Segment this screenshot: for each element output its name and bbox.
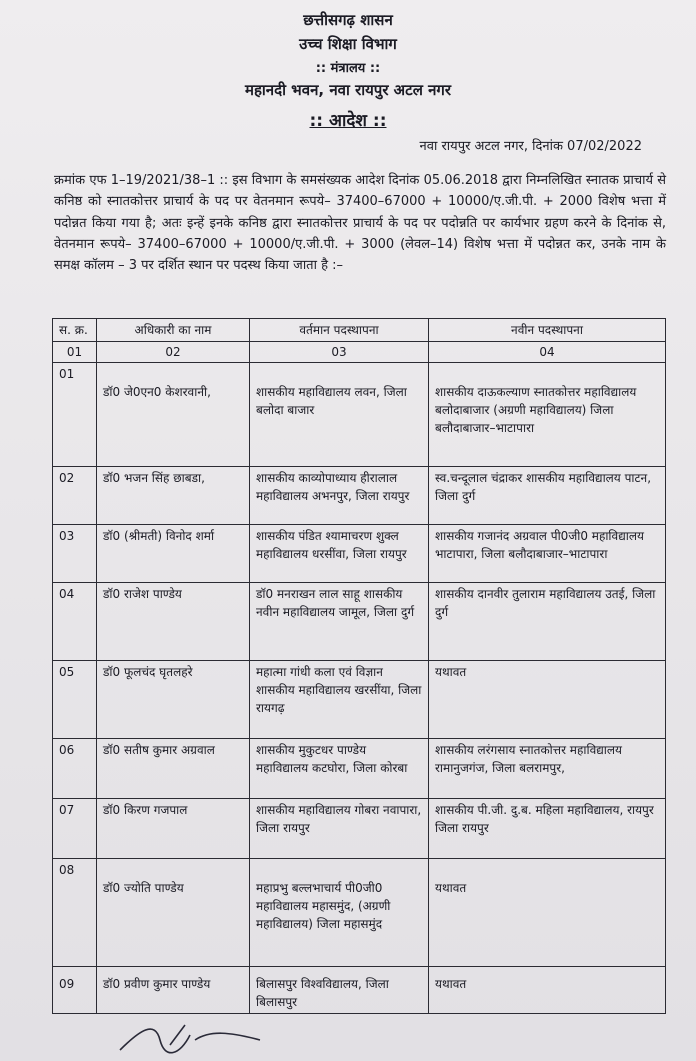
table-row: [53, 661, 666, 739]
col-header-new: नवीन पदस्थापना: [429, 319, 666, 342]
col-number: 02: [97, 342, 250, 363]
col-header-sn: स. क्र.: [53, 319, 97, 342]
row-current: बिलासपुर विश्वविद्यालय, जिला बिलासपुर: [250, 967, 429, 1014]
row-current: शासकीय महाविद्यालय गोबरा नवापारा, जिला रायपुर: [250, 799, 429, 859]
row-sn: 06: [53, 739, 97, 799]
department-title: उच्च शिक्षा विभाग: [299, 35, 397, 53]
order-text: क्रमांक एफ 1–19/2021/38–1 :: इस विभाग के समसंख्यक आदेश दिनांक 05.06.2018 द्वारा निम्नलिखित स्नातक प्राचार्य से कनिष्ठ को स्नातकोत्तर प्राचार्य के पद पर वेतनमान रूपये– 37400–67000 + 10000/ए.जी.पी. + 2000 विशेष भत्ता में पदोन्नत किया गया है; अतः इन्हें इनके कनिष्ठ द्वारा स्नातकोत्तर प्राचार्य के पद पर पदोन्नति पर कार्यभार ग्रहण करने के दिनांक से, वेतनमान रूपये– 37400–67000 + 10000/ए.जी.पी. + 3000 (लेवल–14) विशेष भत्ता में पदोन्नत कर, उनके नाम के समक्ष कॉलम – 3 पर दर्शित स्थान पर पदस्थ किया जाता है :–: [54, 173, 666, 274]
govt-title: छत्तीसगढ़ शासन: [303, 11, 393, 29]
row-current: शासकीय महाविद्यालय लवन, जिला बलोदा बाजार: [250, 363, 429, 467]
row-new: स्व.चन्दूलाल चंद्राकर शासकीय महाविद्यालय पाटन, जिला दुर्ग: [429, 467, 666, 525]
row-sn: 08: [53, 859, 97, 967]
row-name: डॉ0 सतीष कुमार अग्रवाल: [97, 739, 250, 799]
row-sn: 03: [53, 525, 97, 583]
table-row: [53, 583, 666, 661]
place-date: नवा रायपुर अटल नगर, दिनांक 07/02/2022: [419, 139, 642, 154]
col-number: 04: [429, 342, 666, 363]
row-name: डॉ0 ज्योति पाण्डेय: [97, 859, 250, 967]
row-sn: 07: [53, 799, 97, 859]
row-sn: 04: [53, 583, 97, 661]
row-sn: 09: [53, 967, 97, 1014]
table-row: [53, 525, 666, 583]
transfer-table: [52, 318, 666, 1014]
row-sn: 02: [53, 467, 97, 525]
signature-mark: [110, 1010, 270, 1060]
row-current: शासकीय पंडित श्यामाचरण शुक्ल महाविद्यालय धरसींवा, जिला रायपुर: [250, 525, 429, 583]
row-current: शासकीय मुकुटधर पाण्डेय महाविद्यालय कटघोरा, जिला कोरबा: [250, 739, 429, 799]
row-name: डॉ0 किरण गजपाल: [97, 799, 250, 859]
col-number: 01: [53, 342, 97, 363]
row-new: यथावत: [429, 967, 666, 1014]
row-current: महाप्रभु बल्लभाचार्य पी0जी0 महाविद्यालय महासमुंद, (अग्रणी महाविद्यालय) जिला महासमुंद: [250, 859, 429, 967]
row-name: डॉ0 (श्रीमती) विनोद शर्मा: [97, 525, 250, 583]
table-row: [53, 363, 666, 467]
row-new: यथावत: [429, 859, 666, 967]
column-number-row: [53, 342, 666, 363]
row-new: शासकीय गजानंद अग्रवाल पी0जी0 महाविद्यालय भाटापारा, जिला बलौदाबाजार–भाटापारा: [429, 525, 666, 583]
row-new: शासकीय दाऊकल्याण स्नातकोत्तर महाविद्यालय बलोदाबाजार (अग्रणी महाविद्यालय) जिला बलौदाबाजार–भाटापारा: [429, 363, 666, 467]
row-new: शासकीय दानवीर तुलाराम महाविद्यालय उतई, जिला दुर्ग: [429, 583, 666, 661]
table-row: [53, 467, 666, 525]
col-number: 03: [250, 342, 429, 363]
row-name: डॉ0 फूलचंद घृतलहरे: [97, 661, 250, 739]
ministry-label: :: मंत्रालय ::: [315, 61, 381, 76]
row-current: डॉ0 मनराखन लाल साहू शासकीय नवीन महाविद्यालय जामूल, जिला दुर्ग: [250, 583, 429, 661]
row-name: डॉ0 जे0एन0 केशरवानी,: [97, 363, 250, 467]
row-sn: 01: [53, 363, 97, 467]
table-row: [53, 967, 666, 1014]
col-header-current: वर्तमान पदस्थापना: [250, 319, 429, 342]
row-new: शासकीय लरंगसाय स्नातकोत्तर महाविद्यालय रामानुजगंज, जिला बलरामपुर,: [429, 739, 666, 799]
row-current: शासकीय काव्योपाध्याय हीरालाल महाविद्यालय अभनपुर, जिला रायपुर: [250, 467, 429, 525]
row-name: डॉ0 राजेश पाण्डेय: [97, 583, 250, 661]
row-new: शासकीय पी.जी. दु.ब. महिला महाविद्यालय, रायपुर जिला रायपुर: [429, 799, 666, 859]
order-paragraph: [54, 170, 666, 276]
row-sn: 05: [53, 661, 97, 739]
col-header-name: अधिकारी का नाम: [97, 319, 250, 342]
order-heading: :: आदेश ::: [309, 111, 387, 131]
table-row: [53, 859, 666, 967]
office-address: महानदी भवन, नवा रायपुर अटल नगर: [244, 81, 452, 99]
table-header-row: [53, 319, 666, 342]
row-name: डॉ0 भजन सिंह छाबडा,: [97, 467, 250, 525]
row-new: यथावत: [429, 661, 666, 739]
table-row: [53, 739, 666, 799]
table-row: [53, 799, 666, 859]
row-current: महात्मा गांधी कला एवं विज्ञान शासकीय महाविद्यालय खरसींया, जिला रायगढ़: [250, 661, 429, 739]
row-name: डॉ0 प्रवीण कुमार पाण्डेय: [97, 967, 250, 1014]
